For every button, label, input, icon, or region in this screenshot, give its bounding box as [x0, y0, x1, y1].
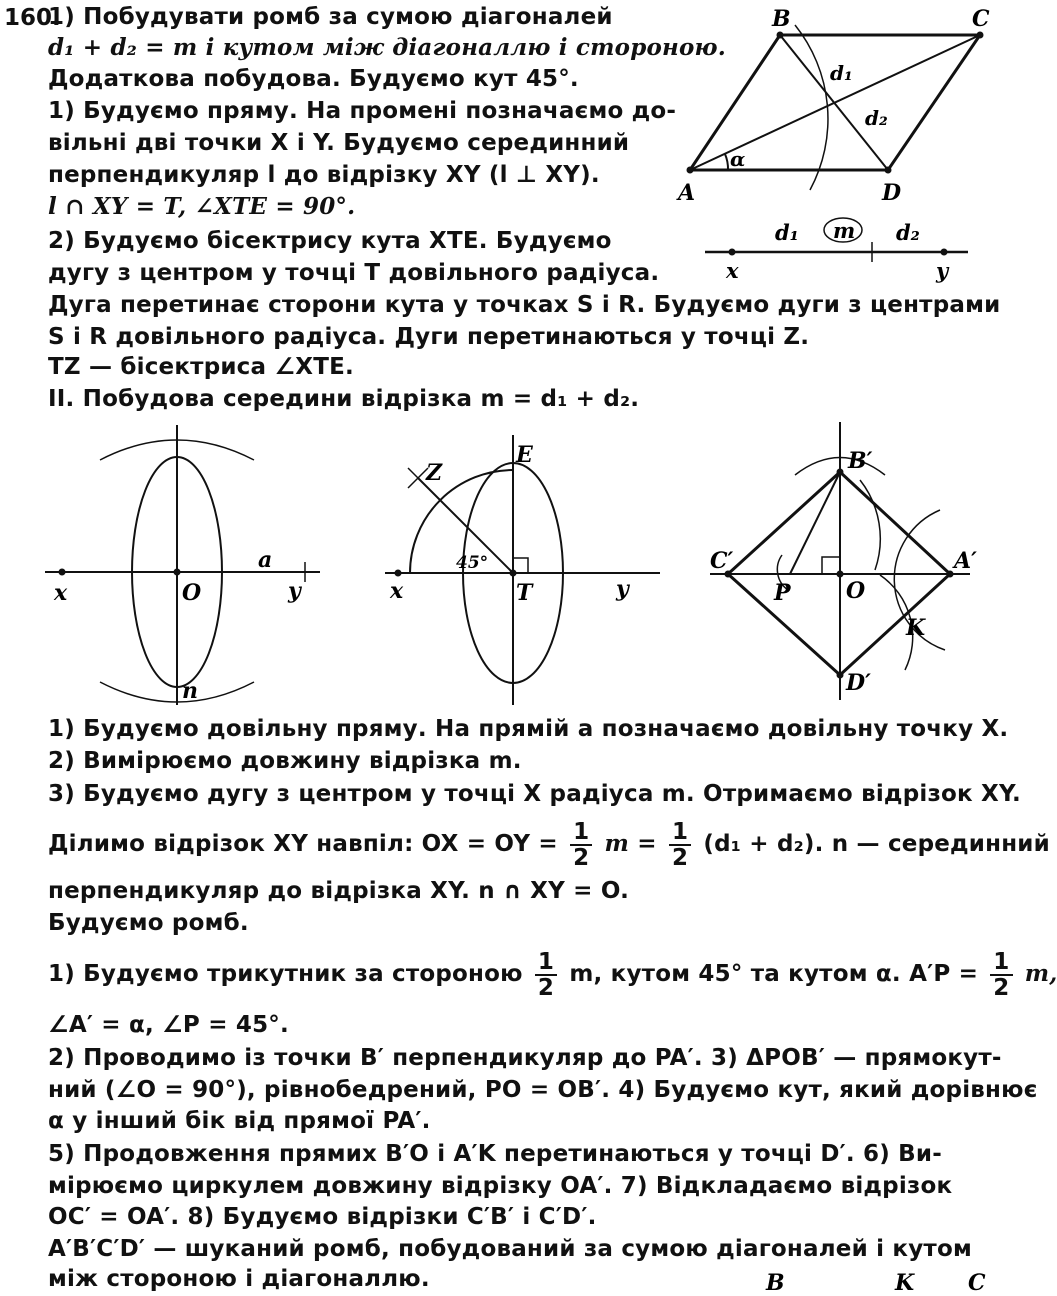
label-C: C: [972, 6, 990, 32]
fraction-half-4: $\frac{1}{2}$: [990, 950, 1012, 1000]
text-line-7: l ∩ XY = T, ∠XTE = 90°.: [48, 193, 356, 220]
step-line-7: [48, 946, 1057, 1002]
step-line-10: ний (∠O = 90°), рівнобедрений, PO = OB′. 4) Будуємо кут, який дорівнює: [48, 1077, 1038, 1103]
fig2-angle: 45°: [456, 553, 489, 573]
step-line-6: Будуємо ромб.: [48, 910, 249, 936]
step-line-5: перпендикуляр до відрізка XY. n ∩ XY = O.: [48, 878, 630, 904]
s4-part-a: Ділимо відрізок XY навпіл: OX = OY =: [48, 831, 558, 857]
figure-midpoint: [40, 420, 330, 710]
text-line-8: 2) Будуємо бісектрису кута XTE. Будуємо: [48, 228, 612, 254]
fig1-n: n: [182, 678, 198, 704]
step-line-4: [48, 816, 1050, 872]
text-line-12: TZ — бісектриса ∠XTE.: [48, 354, 354, 380]
seg-m: m: [833, 218, 856, 243]
fig3-D: D′: [846, 670, 871, 696]
figure-rhombus-construction: [700, 420, 1010, 710]
step-line-13: мірюємо циркулем довжину відрізку OA′. 7) Відкладаємо відрізок: [48, 1173, 953, 1199]
fig1-a: a: [258, 547, 273, 573]
label-B: B: [772, 6, 791, 32]
fig3-B: B′: [848, 448, 873, 474]
seg-y: y: [936, 258, 949, 283]
fraction-half-1: $\frac{1}{2}$: [570, 820, 592, 870]
step-line-1: 1) Будуємо довільну пряму. На прямій a позначаємо довільну точку X.: [48, 716, 1009, 742]
text-line-2: d₁ + d₂ = m і кутом між діагоналлю і стороною.: [48, 34, 726, 61]
step-line-15: A′B′C′D′ — шуканий ромб, побудований за сумою діагоналей і кутом: [48, 1236, 972, 1262]
fig3-K: K: [906, 615, 926, 641]
label-alpha: α: [730, 147, 746, 171]
fig2-E: E: [516, 442, 533, 468]
bottom-C: C: [968, 1270, 986, 1296]
fig3-C: C′: [710, 548, 734, 574]
s7-part-c: m,: [1024, 960, 1057, 987]
fig3-A: A′: [954, 548, 977, 574]
s4-part-b: m =: [604, 830, 657, 857]
rhombus-figure: [670, 0, 1010, 210]
step-line-16: між стороною і діагоналлю.: [48, 1266, 430, 1292]
text-line-6: перпендикуляр l до відрізку XY (l ⊥ XY).: [48, 162, 600, 188]
seg-d2: d₂: [896, 220, 920, 245]
label-d1: d₁: [830, 61, 853, 85]
fig2-T: T: [516, 580, 533, 606]
fig2-y: y: [616, 576, 629, 602]
bottom-labels: [750, 1266, 1010, 1296]
fig1-y: y: [288, 578, 301, 604]
seg-d1: d₁: [775, 220, 799, 245]
fig1-x: x: [54, 580, 68, 606]
text-line-1: 1) Побудувати ромб за сумою діагоналей: [48, 4, 613, 30]
s4-part-c: (d₁ + d₂). n — серединний: [703, 831, 1050, 857]
step-line-9: 2) Проводимо із точки B′ перпендикуляр до PA′. 3) ΔPOB′ — прямокут-: [48, 1045, 1002, 1071]
label-D: D: [882, 180, 902, 206]
text-line-5: вільні дві точки X і Y. Будуємо серединний: [48, 130, 630, 156]
fig2-Z: Z: [426, 460, 443, 486]
text-line-11: S і R довільного радіуса. Дуги перетинаються у точці Z.: [48, 324, 810, 350]
text-line-13: II. Побудова середини відрізка m = d₁ + d₂.: [48, 386, 640, 412]
text-line-9: дугу з центром у точці T довільного радіуса.: [48, 260, 660, 286]
figure-bisector: [380, 430, 670, 710]
fig1-O: O: [182, 580, 202, 606]
s7-part-b: m, кутом 45° та кутом α. A′P =: [569, 961, 979, 987]
fraction-half-2: $\frac{1}{2}$: [669, 820, 691, 870]
step-line-8: ∠A′ = α, ∠P = 45°.: [48, 1012, 289, 1038]
fig3-P: P: [774, 580, 791, 606]
fig2-x: x: [390, 578, 404, 604]
segment-figure: [700, 210, 980, 285]
fraction-half-3: $\frac{1}{2}$: [535, 950, 557, 1000]
step-line-2: 2) Вимірюємо довжину відрізка m.: [48, 748, 522, 774]
fig3-O: O: [846, 578, 866, 604]
bottom-B: B: [766, 1270, 785, 1296]
label-A: A: [678, 180, 696, 206]
label-d2: d₂: [865, 106, 888, 130]
s7-part-a: 1) Будуємо трикутник за стороною: [48, 961, 523, 987]
text-line-3: Додаткова побудова. Будуємо кут 45°.: [48, 66, 579, 92]
problem-number: 160.: [4, 5, 61, 31]
text-line-10: Дуга перетинає сторони кута у точках S і R. Будуємо дуги з центрами: [48, 292, 1001, 318]
step-line-3: 3) Будуємо дугу з центром у точці X радіуса m. Отримаємо відрізок XY.: [48, 781, 1021, 807]
bottom-K: K: [895, 1270, 915, 1296]
step-line-11: α у інший бік від прямої PA′.: [48, 1108, 431, 1134]
seg-x: x: [726, 258, 739, 283]
text-line-4: 1) Будуємо пряму. На промені позначаємо до-: [48, 98, 677, 124]
step-line-14: OC′ = OA′. 8) Будуємо відрізки C′B′ і C′D′.: [48, 1204, 597, 1230]
step-line-12: 5) Продовження прямих B′O і A′K перетинаються у точці D′. 6) Ви-: [48, 1141, 942, 1167]
